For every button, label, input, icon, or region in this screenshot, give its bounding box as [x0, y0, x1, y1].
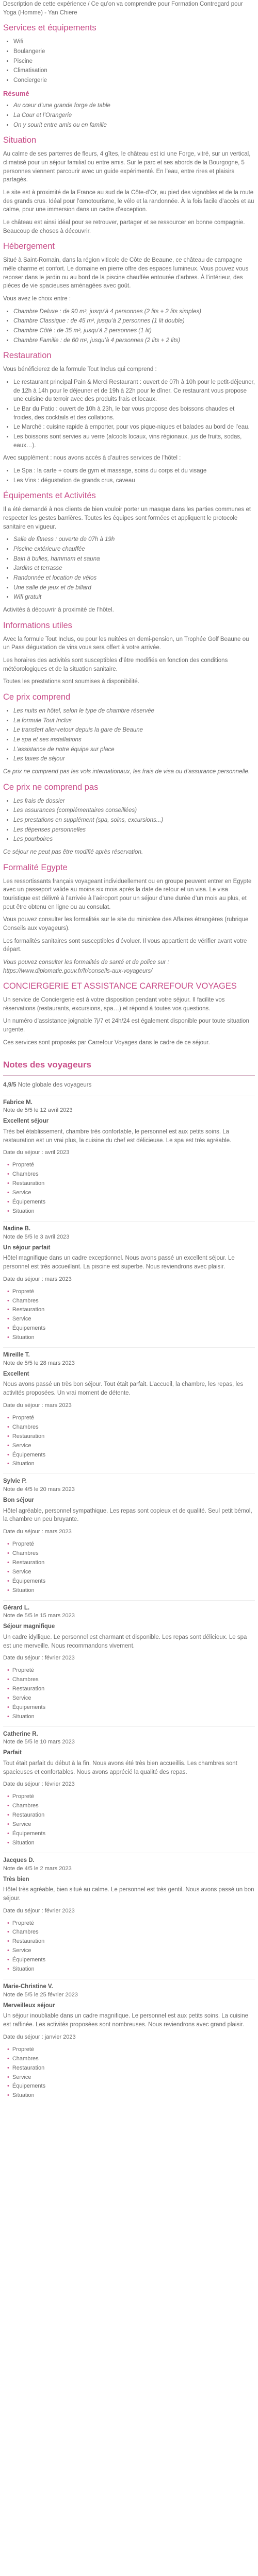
review-name: Catherine R. [3, 1731, 38, 1737]
infos-p3: Toutes les prestations sont soumises à disponibilité. [3, 679, 140, 685]
extra-item: • Le Spa : la carte + cours de gym et massage, soins du corps et du visage [13, 467, 255, 476]
review-criterion: • Situation [7, 1965, 255, 1974]
infos-title: Informations utiles [3, 620, 72, 630]
review-criterion: • Propreté [7, 1793, 255, 1801]
equip-list [3, 535, 255, 602]
room-item: • Chambre Classique : de 45 m², jusqu’à 2 personnes (1 lit double) [13, 317, 255, 326]
recap-list [3, 101, 255, 129]
restauration-p1: Vous bénéficierez de la formule Tout Inclus qui comprend : [3, 366, 157, 373]
formalites-title: Formalité Egypte [3, 862, 68, 872]
review-criterion: • Équipements [7, 2082, 255, 2091]
equipements-title: Équipements et Activités [3, 491, 96, 501]
equip-item: • Randonnée et location de vélos [13, 574, 255, 583]
review-date: Note de 5/5 le 28 mars 2023 [3, 1360, 75, 1366]
incl-item: • Le transfert aller-retour depuis la gare de Beaune [13, 726, 255, 735]
review-text: Un séjour inoubliable dans un cadre magnifique. Le personnel est aux petits soins. La cuisine est raffinée. Les activités proposées sont nombreuses. Nous reviendrons avec grand plaisir. [3, 2013, 248, 2028]
room-item: • Chambre Deluxe : de 90 m², jusqu’à 4 personnes (2 lits + 2 lits simples) [13, 308, 255, 316]
review-criterion: • Restauration [7, 1306, 255, 1314]
review-title: Un séjour parfait [3, 1244, 51, 1251]
review-criterion: • Service [7, 2074, 255, 2082]
excl-item: • Les prestations en supplément (spa, soins, excursions...) [13, 816, 255, 825]
review-criteria [3, 1793, 255, 1848]
review-stay-date: Date du séjour : février 2023 [3, 1907, 75, 1914]
hebergement-p2: Vous avez le choix entre : [3, 296, 71, 302]
review-criterion: • Situation [7, 2092, 255, 2100]
review [3, 1726, 255, 1848]
services-title: Services et équipements [3, 23, 96, 33]
review-criterion: • Équipements [7, 1451, 255, 1460]
notes-title: Notes des voyageurs [3, 1057, 255, 1076]
excl-item: • Les frais de dossier [13, 797, 255, 806]
review-criteria [3, 1161, 255, 1216]
equip-item: • Une salle de jeux et de billard [13, 584, 255, 592]
restauration-p2: Avec supplément : nous avons accès à d’autres services de l’hôtel : [3, 455, 181, 462]
review-criterion: • Restauration [7, 2064, 255, 2073]
review-text: Hôtel agréable, personnel sympathique. Les repas sont copieux et de qualité. Seul petit bémol, la chambre un peu bruyante. [3, 1507, 252, 1523]
review-title: Très bien [3, 1876, 29, 1883]
review-name: Sylvie P. [3, 1478, 27, 1485]
resto-item: • Le Bar du Patio : ouvert de 10h à 23h, le bar vous propose des boissons chaudes et froides, des cocktails et des collations. [13, 405, 255, 422]
resto-item: • Les boissons sont servies au verre (alcools locaux, vins régionaux, jus de fruits, sodas, eaux…). [13, 433, 255, 450]
review-text: Nous avons passé un très bon séjour. Tout était parfait. L’accueil, la chambre, les repas, les activités proposées. Un vrai moment de détente. [3, 1381, 244, 1397]
equip-item: • Jardins et terrasse [13, 564, 255, 573]
review-title: Excellent [3, 1370, 29, 1377]
review-criterion: • Restauration [7, 1433, 255, 1441]
conciergerie-p2: Un numéro d’assistance joignable 7j/7 et 24h/24 est également disponible pour toute situation urgente. [3, 1018, 249, 1033]
review-stay-date: Date du séjour : mars 2023 [3, 1276, 72, 1282]
review-name: Nadine B. [3, 1226, 31, 1232]
review-criterion: • Propreté [7, 1540, 255, 1549]
service-item: • Piscine [13, 57, 255, 66]
conciergerie-p3: Ces services sont proposés par Carrefour Voyages dans le cadre de ce séjour. [3, 1039, 210, 1046]
service-item: • Wifi [13, 38, 255, 46]
review-title: Excellent séjour [3, 1118, 49, 1125]
review-criterion: • Propreté [7, 1667, 255, 1675]
review-criterion: • Service [7, 1442, 255, 1450]
resto-item: • Le restaurant principal Pain & Merci Restaurant : ouvert de 07h à 10h pour le petit-déjeuner, de 12h à 14h pour le déjeuner et de 19h à 22h pour le dîner. Ce restaurant vous propose une cuisine du terroir avec des produits frais et locaux. [13, 378, 255, 404]
conciergerie-title: CONCIERGERIE ET ASSISTANCE CARREFOUR VOYAGES [3, 981, 237, 991]
situation-title: Situation [3, 135, 37, 145]
infos-p1: Avec la formule Tout Inclus, ou pour les nuitées en demi-pension, un Trophée Golf Beaune ou un Pass dégustation de vins vous sera offert à votre arrivée. [3, 636, 249, 651]
review-name: Jacques D. [3, 1857, 35, 1863]
overall-score-value: 4,9/5 [3, 1082, 17, 1089]
review-criterion: • Propreté [7, 1161, 255, 1170]
extra-list [3, 467, 255, 485]
review-criterion: • Équipements [7, 1325, 255, 1333]
review-criteria [3, 1667, 255, 1721]
formalites-p2: Vous pouvez consulter les formalités sur le site du ministère des Affaires étrangères (rubrique Conseils aux voyageurs). [3, 917, 249, 931]
service-item: • Conciergerie [13, 76, 255, 85]
review-name: Gérard L. [3, 1604, 30, 1611]
hebergement-title: Hébergement [3, 242, 55, 251]
review-criterion: • Situation [7, 1713, 255, 1721]
review-stay-date: Date du séjour : février 2023 [3, 1655, 75, 1662]
review-criterion: • Restauration [7, 1180, 255, 1188]
review-criterion: • Équipements [7, 1198, 255, 1207]
review-criterion: • Chambres [7, 1928, 255, 1937]
infos-p2: Les horaires des activités sont susceptibles d’être modifiés en fonction des conditions météorologiques et de la situation sanitaire. [3, 657, 228, 672]
equip-item: • Wifi gratuit [13, 593, 255, 602]
review-criterion: • Équipements [7, 1704, 255, 1712]
review-date: Note de 5/5 le 25 février 2023 [3, 1991, 78, 1998]
review-criteria [3, 1920, 255, 1974]
formalites-p4: Vous pouvez consulter les formalités de santé et de police sur : https://www.diplomatie.gouv.fr/fr/conseils-aux-voyageurs/ [3, 959, 169, 974]
review-criterion: • Service [7, 1821, 255, 1829]
excl-item: • Les pourboires [13, 835, 255, 844]
incl-list [3, 707, 255, 764]
review-date: Note de 5/5 le 10 mars 2023 [3, 1739, 75, 1745]
formalites-p3: Les formalités sanitaires sont susceptibles d’évoluer. Il vous appartient de vérifier avant votre départ. [3, 938, 247, 953]
review-criterion: • Équipements [7, 1830, 255, 1838]
intro-line: Description de cette expérience / Ce qu’on va comprendre pour Formation Contregard pour Yoga (Homme) - Yan Chiere [3, 1, 243, 16]
review-title: Bon séjour [3, 1497, 35, 1503]
incl-item: • Les taxes de séjour [13, 755, 255, 764]
review-date: Note de 5/5 le 3 avril 2023 [3, 1233, 70, 1240]
equip-item: • Salle de fitness : ouverte de 07h à 19h [13, 535, 255, 544]
review-title: Parfait [3, 1750, 22, 1756]
review [3, 1347, 255, 1468]
excl-list [3, 797, 255, 844]
review-criterion: • Service [7, 1568, 255, 1577]
review-criteria [3, 1288, 255, 1343]
review-criterion: • Propreté [7, 2046, 255, 2054]
incl-item: • L’assistance de notre équipe sur place [13, 745, 255, 754]
reviews-list [3, 1095, 255, 2100]
service-item: • Climatisation [13, 66, 255, 75]
review-name: Marie-Christine V. [3, 1984, 53, 1990]
review-title: Séjour magnifique [3, 1623, 55, 1630]
review [3, 1979, 255, 2100]
situation-p2: Le site est à proximité de la France au sud de la Côte-d’Or, au pied des vignobles et de la route des grands crus. Idéal pour l’œnotourisme, le vélo et la randonnée. À la fois facile d’accès et au calme, pour une immersion dans un cadre d’exception. [3, 190, 254, 213]
review-criterion: • Chambres [7, 1423, 255, 1432]
review-name: Fabrice M. [3, 1099, 33, 1106]
recap-item: • Au cœur d’une grande forge de table [13, 101, 255, 110]
review-criterion: • Situation [7, 1839, 255, 1848]
review-criterion: • Chambres [7, 1297, 255, 1306]
price-includes-p1: Ce prix ne comprend pas les vols internationaux, les frais de visa ou d’assurance personnelle. [3, 768, 250, 775]
review-date: Note de 4/5 le 20 mars 2023 [3, 1486, 75, 1493]
review-criterion: • Chambres [7, 2055, 255, 2063]
services-list [3, 38, 255, 84]
incl-item: • Le spa et ses installations [13, 736, 255, 744]
incl-item: • Les nuits en hôtel, selon le type de chambre réservée [13, 707, 255, 716]
review-criterion: • Service [7, 1947, 255, 1955]
room-item: • Chambre Côté : de 35 m², jusqu’à 2 personnes (1 lit) [13, 327, 255, 335]
review-stay-date: Date du séjour : février 2023 [3, 1781, 75, 1788]
equip-item: • Bain à bulles, hammam et sauna [13, 555, 255, 564]
review-text: Tout était parfait du début à la fin. Nous avons été très bien accueillis. Les chambres sont spacieuses et confortables. Nous avons apprécié la qualité des repas. [3, 1760, 237, 1775]
resto-list [3, 378, 255, 450]
review-title: Merveilleux séjour [3, 2002, 55, 2009]
review-criterion: • Service [7, 1315, 255, 1324]
review [3, 1600, 255, 1721]
review-text: Très bel établissement, chambre très confortable, le personnel est aux petits soins. La restauration est un vrai plus, la cuisine du chef est délicieuse. Le spa est très agréable. [3, 1129, 232, 1144]
review-stay-date: Date du séjour : mars 2023 [3, 1529, 72, 1535]
price-excludes-p1: Ce séjour ne peut pas être modifié après réservation. [3, 849, 143, 855]
review-criterion: • Situation [7, 1334, 255, 1342]
review-criteria [3, 1540, 255, 1595]
review-date: Note de 5/5 le 15 mars 2023 [3, 1613, 75, 1619]
resto-item: • Le Marché : cuisine rapide à emporter, pour vos pique-niques et balades au bord de l’eau. [13, 423, 255, 432]
review [3, 1221, 255, 1342]
equipements-p2: Activités à découvrir à proximité de l’hôtel. [3, 607, 114, 614]
review [3, 1095, 255, 1216]
rooms-list [3, 308, 255, 345]
hebergement-p1: Situé à Saint-Romain, dans la région viticole de Côte de Beaune, ce château de campagne mêle charme et confort. Le domaine en pierre offre des espaces lumineux. Vous pouvez vous reposer dans le jardin ou au bord de la piscine chauffée entourée d’arbres. À l’intérieur, des pièces de vie spacieuses aménagées avec goût. [3, 257, 249, 290]
service-item: • Boulangerie [13, 47, 255, 56]
incl-item: • La formule Tout Inclus [13, 717, 255, 725]
review-criteria [3, 2046, 255, 2100]
review-text: Un cadre idyllique. Le personnel est charmant et disponible. Les repas sont délicieux. Le spa est une merveille. Nous recommandons vivement. [3, 1634, 247, 1649]
situation-p3: Le château est ainsi idéal pour se retrouver, partager et se ressourcer en bonne compagnie. Beaucoup de choses à découvrir. [3, 219, 245, 234]
review-criterion: • Équipements [7, 1578, 255, 1586]
review-name: Mireille T. [3, 1352, 30, 1359]
review-criterion: • Restauration [7, 1559, 255, 1567]
review-criterion: • Chambres [7, 1550, 255, 1558]
extra-item: • Les Vins : dégustation de grands crus, caveau [13, 477, 255, 485]
equip-item: • Piscine extérieure chauffée [13, 545, 255, 554]
review-text: Hôtel magnifique dans un cadre exceptionnel. Nous avons passé un excellent séjour. Le personnel est très accueillant. La piscine est superbe. Nous reviendrons avec plaisir. [3, 1255, 235, 1270]
review [3, 1853, 255, 1974]
price-excludes-title: Ce prix ne comprend pas [3, 782, 99, 792]
conciergerie-p1: Un service de Conciergerie est à votre disposition pendant votre séjour. Il facilite vos réservations (restaurants, excursions, spa…) et répond à toutes vos questions. [3, 997, 225, 1012]
review-criterion: • Chambres [7, 1802, 255, 1810]
review-criterion: • Équipements [7, 1956, 255, 1964]
formalites-p1: Les ressortissants français voyageant individuellement ou en groupe peuvent entrer en Egypte avec un passeport valide au moins six mois après la date de retour et un visa. Le visa touristique est délivré à l’arrivée à l’aéroport pour un séjour d’une durée d’un mois au plus, et peut être obtenu en ligne ou au consulat. [3, 878, 252, 910]
review-criterion: • Propreté [7, 1414, 255, 1422]
review-criterion: • Restauration [7, 1685, 255, 1693]
review-criterion: • Situation [7, 1587, 255, 1595]
review-criterion: • Propreté [7, 1920, 255, 1928]
review-criterion: • Situation [7, 1460, 255, 1468]
excl-item: • Les dépenses personnelles [13, 826, 255, 835]
review-criterion: • Restauration [7, 1811, 255, 1820]
equipements-p1: Il a été demandé à nos clients de bien vouloir porter un masque dans les parties communes et respecter les gestes barrières. Toutes les équipes sont formées et appliquent le protocole sanitaire en vigueur. [3, 506, 251, 530]
overall-score [3, 1081, 255, 1090]
review-criterion: • Propreté [7, 1288, 255, 1296]
review-criterion: • Chambres [7, 1676, 255, 1684]
review-stay-date: Date du séjour : mars 2023 [3, 1402, 72, 1409]
recap-title: Résumé [3, 89, 29, 97]
room-item: • Chambre Famille : de 60 m², jusqu’à 4 personnes (2 lits + 2 lits) [13, 336, 255, 345]
review-stay-date: Date du séjour : avril 2023 [3, 1149, 70, 1156]
review-criterion: • Situation [7, 1208, 255, 1216]
review-criterion: • Service [7, 1694, 255, 1703]
review-text: Hôtel très agréable, bien situé au calme. Le personnel est très gentil. Nous avons passé un bon séjour. [3, 1887, 254, 1902]
review-criteria [3, 1414, 255, 1469]
review-stay-date: Date du séjour : janvier 2023 [3, 2033, 76, 2040]
review-criterion: • Chambres [7, 1171, 255, 1179]
price-includes-title: Ce prix comprend [3, 692, 71, 702]
review-criterion: • Service [7, 1189, 255, 1197]
review-date: Note de 4/5 le 2 mars 2023 [3, 1865, 72, 1872]
excl-item: • Les assurances (complémentaires conseillées) [13, 806, 255, 815]
recap-item: • La Cour et l’Orangerie [13, 111, 255, 120]
review-criterion: • Restauration [7, 1938, 255, 1946]
recap-item: • On y sourit entre amis ou en famille [13, 121, 255, 130]
restauration-title: Restauration [3, 351, 52, 361]
review [3, 1473, 255, 1595]
overall-score-label: Note globale des voyageurs [18, 1082, 92, 1089]
review-date: Note de 5/5 le 12 avril 2023 [3, 1107, 73, 1114]
situation-p1: Au calme de ses parterres de fleurs, 4 gîtes, le château est ici une Forge, vitré, sur un vertical, climatisé pour un séjour familial ou entre amis. Sur le parc et ses abords de la Bourgogne, 5 personnes viennent parcourir avec un guide expérimenté. En l’eau, entre rires et plaisirs partagés. [3, 151, 251, 183]
